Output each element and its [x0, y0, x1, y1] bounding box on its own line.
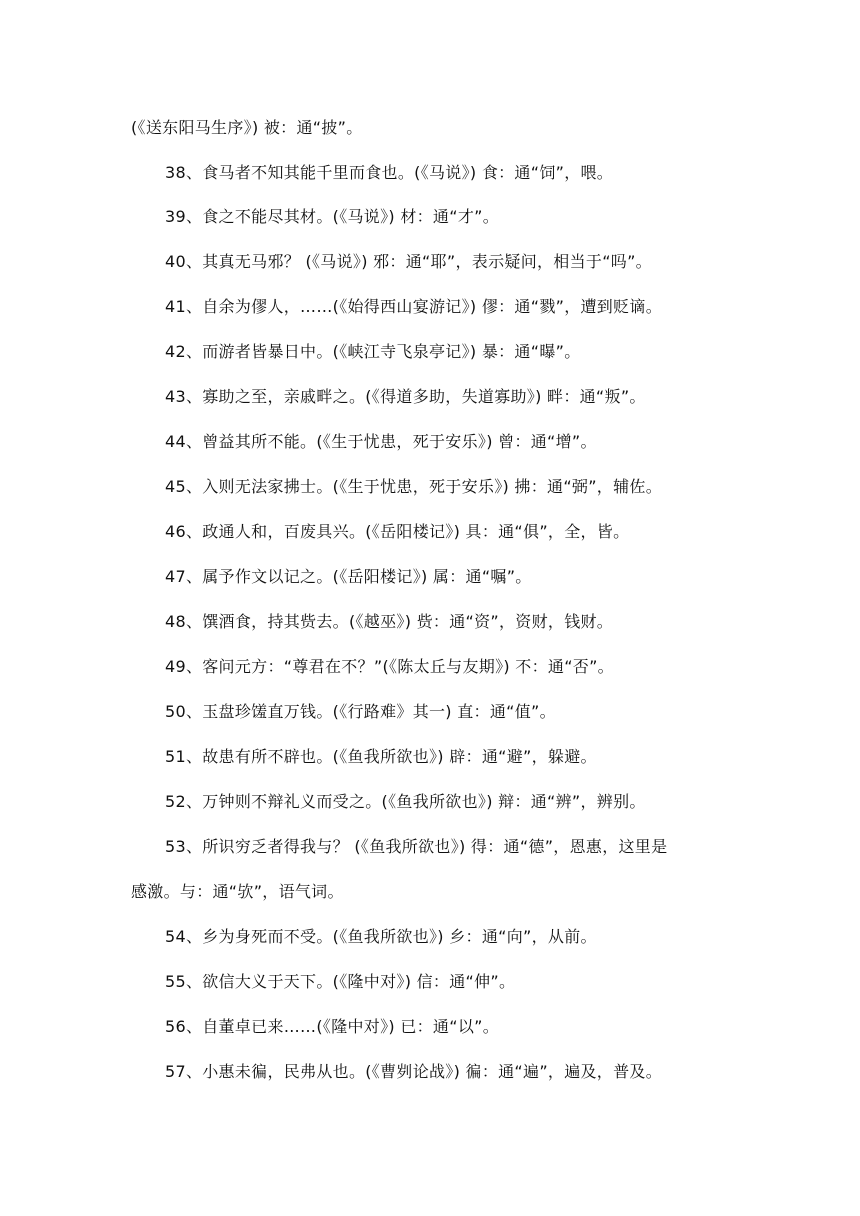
text-line: 54、乡为身死而不受。(《鱼我所欲也》) 乡：通“向”，从前。: [165, 927, 597, 946]
text-line: 53、所识穷乏者得我与？ (《鱼我所欲也》) 得：通“德”，恩惠，这里是: [165, 837, 668, 856]
text-line: 50、玉盘珍馐直万钱。(《行路难》其一) 直：通“值”。: [165, 702, 556, 721]
text-line: 57、小惠未徧，民弗从也。(《曹刿论战》) 徧：通“遍”，遍及，普及。: [165, 1062, 663, 1081]
text-line: 51、故患有所不辟也。(《鱼我所欲也》) 辟：通“避”，躲避。: [165, 747, 597, 766]
text-line: 41、自余为僇人，……(《始得西山宴游记》) 僇：通“戮”，遭到贬谪。: [165, 297, 663, 316]
text-line: 56、自董卓已来……(《隆中对》) 已：通“以”。: [165, 1017, 500, 1036]
text-line: 38、食马者不知其能千里而食也。(《马说》) 食：通“饲”，喂。: [165, 163, 614, 182]
text-line: 49、客问元方：“尊君在不？”(《陈太丘与友期》) 不：通“否”。: [165, 657, 614, 676]
text-line: (《送东阳马生序》) 被：通“披”。: [131, 118, 363, 137]
text-line: 40、其真无马邪？ (《马说》) 邪：通“耶”，表示疑问，相当于“吗”。: [165, 252, 652, 271]
text-line: 55、欲信大义于天下。(《隆中对》) 信：通“伸”。: [165, 972, 516, 991]
text-line: 52、万钟则不辩礼义而受之。(《鱼我所欲也》) 辩：通“辨”，辨别。: [165, 792, 646, 811]
text-line: 44、曾益其所不能。(《生于忧患，死于安乐》) 曾：通“增”。: [165, 432, 597, 451]
text-line: 42、而游者皆暴日中。(《峡江寺飞泉亭记》) 暴：通“曝”。: [165, 342, 581, 361]
text-line: 43、寡助之至，亲戚畔之。(《得道多助，失道寡助》) 畔：通“叛”。: [165, 387, 646, 406]
text-line: 46、政通人和，百废具兴。(《岳阳楼记》) 具：通“俱”，全，皆。: [165, 522, 630, 541]
text-line: 47、属予作文以记之。(《岳阳楼记》) 属：通“嘱”。: [165, 567, 532, 586]
text-line: 39、食之不能尽其材。(《马说》) 材：通“才”。: [165, 207, 500, 226]
text-line: 48、馔酒食，持其赀去。(《越巫》) 赀：通“资”，资财，钱财。: [165, 612, 614, 631]
text-line: 感激。与：通“欤”，语气词。: [131, 882, 344, 901]
text-line: 45、入则无法家拂士。(《生于忧患，死于安乐》) 拂：通“弼”，辅佐。: [165, 477, 663, 496]
